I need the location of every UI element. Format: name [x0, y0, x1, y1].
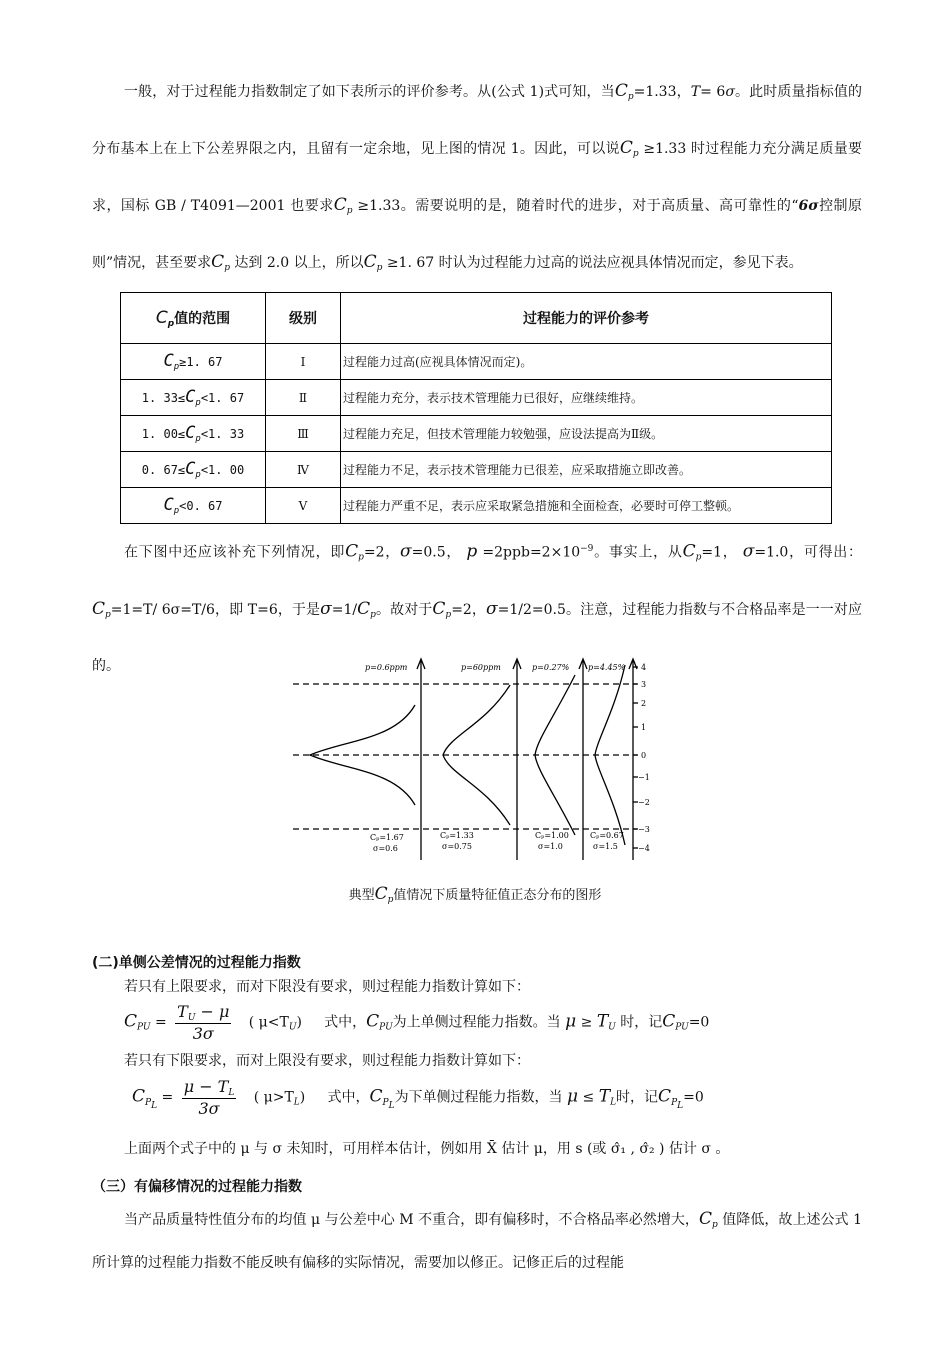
curve-cp-0.67: [595, 665, 625, 845]
p-label: p=60ppm: [461, 663, 501, 672]
table-row: $C_p<0$. 67 Ⅴ 过程能力严重不足，表示应采取紧急措施和全面检查，必要时可停工整顿。: [121, 488, 832, 524]
table-row: 1. $33\le C_p<1$. 67 Ⅱ 过程能力充分，表示技术管理能力已很好，应继续维持。: [121, 380, 832, 416]
p-label: p=0.6ppm: [365, 663, 408, 672]
section-heading: （三）有偏移情况的过程能力指数: [92, 1179, 302, 1195]
sigma-label: σ=1.5: [593, 842, 618, 851]
axis-tick: 1: [641, 723, 647, 732]
axis-tick: 2: [641, 699, 647, 708]
cp-label: Cₚ=1.33: [440, 831, 474, 840]
lower-formula: $C_{P_L}$ = $\frac{\mu - T_L}{3\sigma}$ ( $\mu>T_L$) 式中，$C_{P_L}$为下单侧过程能力指数，当 $\mu \le T_L$时，记$C_{P_L}=0$: [132, 1077, 704, 1118]
sigma-label: σ=0.6: [373, 844, 398, 853]
p-label: p=0.27%: [532, 663, 570, 672]
table-header-row: [121, 293, 832, 344]
axis-tick: 0: [641, 751, 647, 760]
evaluation-table: [120, 292, 832, 524]
estimate-text: 上面两个式子中的 μ 与 σ 未知时，可用样本估计，例如用 X̄ 估计 μ，用 s (或 σ̂₁ , σ̂₂ ) 估计 σ 。: [124, 1141, 730, 1157]
cp-label: Cₚ=1.67: [370, 833, 404, 842]
cp-label: Cₚ=1.00: [535, 831, 569, 840]
offset-paragraph: 当产品质量特性值分布的均值 μ 与公差中心 M 不重合，即有偏移时，不合格品率必然增大，$C_p$ 值降低，故上述公式 1 所计算的过程能力指数不能反映有偏移的实际情况，需要加以修正。记修正后的过程能: [92, 1209, 863, 1271]
table-row: 0. $67\le C_p<1$. 00 Ⅳ 过程能力不足，表示技术管理能力已很差，应采取措施立即改善。: [121, 452, 832, 488]
lower-intro: 若只有下限要求，而对上限没有要求，则过程能力指数计算如下：: [124, 1053, 530, 1069]
axis-tick: −3: [638, 825, 650, 834]
header-desc: 过程能力的评价参考: [341, 293, 832, 344]
table-row: $C_p\ge 1$. 67 Ⅰ 过程能力过高(应视具体情况而定)。: [121, 344, 832, 380]
axis-tick: −1: [638, 773, 650, 782]
axis-tick: 4: [641, 663, 647, 672]
cp-label: Cₚ=0.67: [590, 831, 624, 840]
axis-tick: −4: [638, 844, 650, 853]
upper-formula: $C_{PU}$ = $\frac{T_U - \mu}{3\sigma}$ ( $\mu<T_U$) 式中，$C_{PU}$为上单侧过程能力指数。当 $\mu \ge T_U$ 时，记$C_{PU}=0$: [124, 1002, 710, 1043]
header-range: $C_p$值的范围: [121, 293, 266, 344]
axis-tick: 3: [641, 680, 647, 689]
figure-caption: 典型$C_p$值情况下质量特征值正态分布的图形: [348, 884, 602, 905]
header-level: 级别: [266, 293, 341, 344]
supplement-paragraph: 在下图中还应该补充下列情况，即$C_p=2$，σ=0.5， $p =2ppb=2\times 10^{-9}$。事实上，从$C_p=1$， σ=1.0，可得出：$C_p=1=T/$ 6σ=T/6，即 T=6，于是$\sigma=1/C_p$。故对于$C_p=2$，σ=1/2=0.5。注意，过程能力指数与不合格品率是一一对应的。: [92, 541, 863, 674]
axis-tick: −2: [638, 798, 650, 807]
upper-intro: 若只有上限要求，而对下限没有要求，则过程能力指数计算如下：: [124, 979, 530, 995]
intro-paragraph: 一般，对于过程能力指数制定了如下表所示的评价参考。从(公式 1)式可知，当$C_p=1.33$，T= 6σ。此时质量指标值的分布基本上在上下公差界限之内，且留有一定余地，见上图的情况 1。因此，可以说$C_p \ge 1.33$ 时过程能力充分满足质量要求，国标 GB / T4091—2001 也要求$C_p \ge 1.33$。需要说明的是，随着时代的进步，对于高质量、高可靠性的“6σ控制原则”情况，甚至要求$C_p$ 达到 2.0 以上，所以$C_p \ge 1$. 67 时认为过程能力过高的说法应视具体情况而定，参见下表。: [92, 81, 863, 273]
sigma-label: σ=1.0: [538, 842, 563, 851]
normal-distribution-figure: [285, 655, 665, 865]
p-label: p=4.45%: [588, 663, 626, 672]
table-row: 1. $00\le C_p<1$. 33 Ⅲ 过程能力充足，但技术管理能力较勉强，应设法提高为Ⅱ级。: [121, 416, 832, 452]
sigma-label: σ=0.75: [442, 842, 472, 851]
section-heading: (二)单侧公差情况的过程能力指数: [92, 955, 301, 971]
